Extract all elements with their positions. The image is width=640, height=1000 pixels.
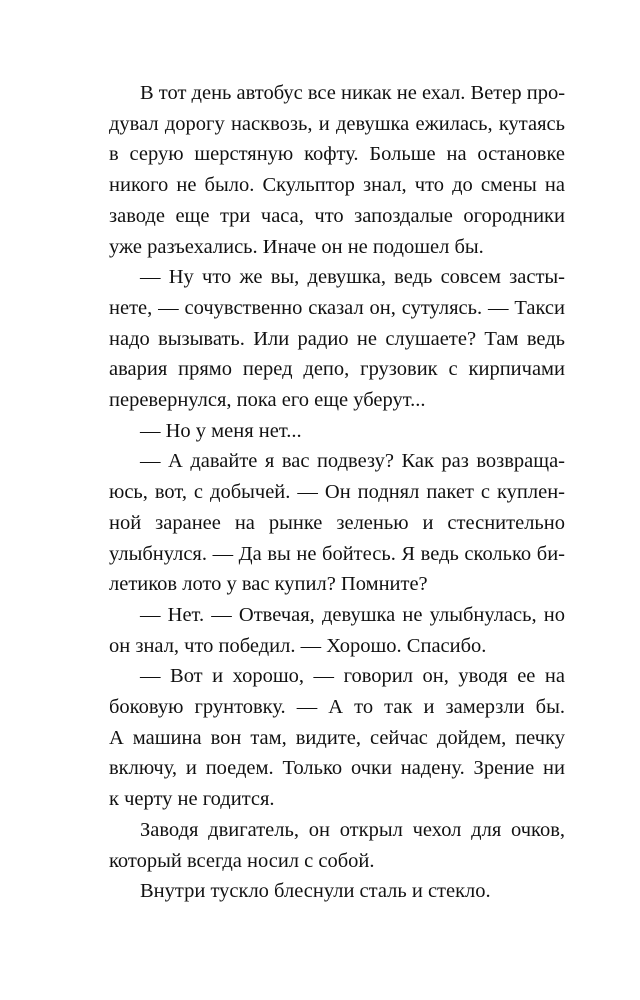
text-line: который всегда носил с собой.	[109, 849, 375, 872]
text-line: — Нет. — Отвечая, девушка не улыбнулась, но	[140, 603, 565, 626]
text-line: Внутри тускло блеснули сталь и стекло.	[140, 880, 491, 903]
text-line: А машина вон там, видите, сейчас дойдем, печку	[109, 726, 565, 749]
text-line: надо вызывать. Или радио не слушаете? Там ведь	[109, 327, 565, 350]
text-line: перевернулся, пока его еще уберут...	[109, 389, 426, 412]
text-line: юсь, вот, с добычей. — Он поднял пакет с куплен-	[109, 481, 565, 504]
text-line: — Вот и хорошо, — говорил он, уводя ее на	[140, 665, 565, 688]
text-line: ной заранее на рынке зеленью и стеснительно	[109, 511, 565, 534]
text-line: авария прямо перед депо, грузовик с кирпичами	[109, 358, 565, 381]
paragraph-8	[109, 876, 565, 907]
text-line: дувал дорогу насквозь, и девушка ежилась, кутаясь	[109, 112, 565, 135]
text-line: никого не было. Скульптор знал, что до смены на	[109, 174, 565, 197]
text-line: — Но у меня нет...	[140, 419, 302, 442]
text-line: В тот день автобус все никак не ехал. Ветер про-	[140, 82, 566, 104]
text-line: — А давайте я вас подвезу? Как раз возвраща-	[140, 450, 565, 473]
paragraph-3	[109, 416, 565, 447]
text-line: в серую шерстяную кофту. Больше на остановке	[109, 143, 565, 166]
text-line: Заводя двигатель, он открыл чехол для очков,	[140, 818, 565, 841]
paragraph-4	[109, 446, 565, 600]
text-line: летиков лото у вас купил? Помните?	[109, 573, 428, 596]
paragraph-1	[109, 78, 565, 262]
text-line: улыбнулся. — Да вы не бойтесь. Я ведь сколько би-	[109, 542, 565, 565]
text-line: — Ну что же вы, девушка, ведь совсем засты-	[140, 266, 565, 289]
text-line: уже разъехались. Иначе он не подошел бы.	[109, 235, 484, 258]
text-line: боковую грунтовку. — А то так и замерзли бы.	[109, 696, 565, 719]
text-line: к черту не годится.	[109, 788, 275, 811]
text-line: нете, — сочувственно сказал он, сутулясь. — Такси	[109, 296, 565, 319]
text-line: заводе еще три часа, что запоздалые огородники	[109, 204, 565, 227]
text-line: включу, и поедем. Только очки надену. Зрение ни	[109, 757, 565, 780]
paragraph-2	[109, 262, 565, 416]
paragraph-7	[109, 815, 565, 876]
text-line: он знал, что победил. — Хорошо. Спасибо.	[109, 634, 487, 657]
paragraph-6	[109, 661, 565, 815]
book-page-text	[109, 78, 565, 907]
paragraph-5	[109, 600, 565, 661]
